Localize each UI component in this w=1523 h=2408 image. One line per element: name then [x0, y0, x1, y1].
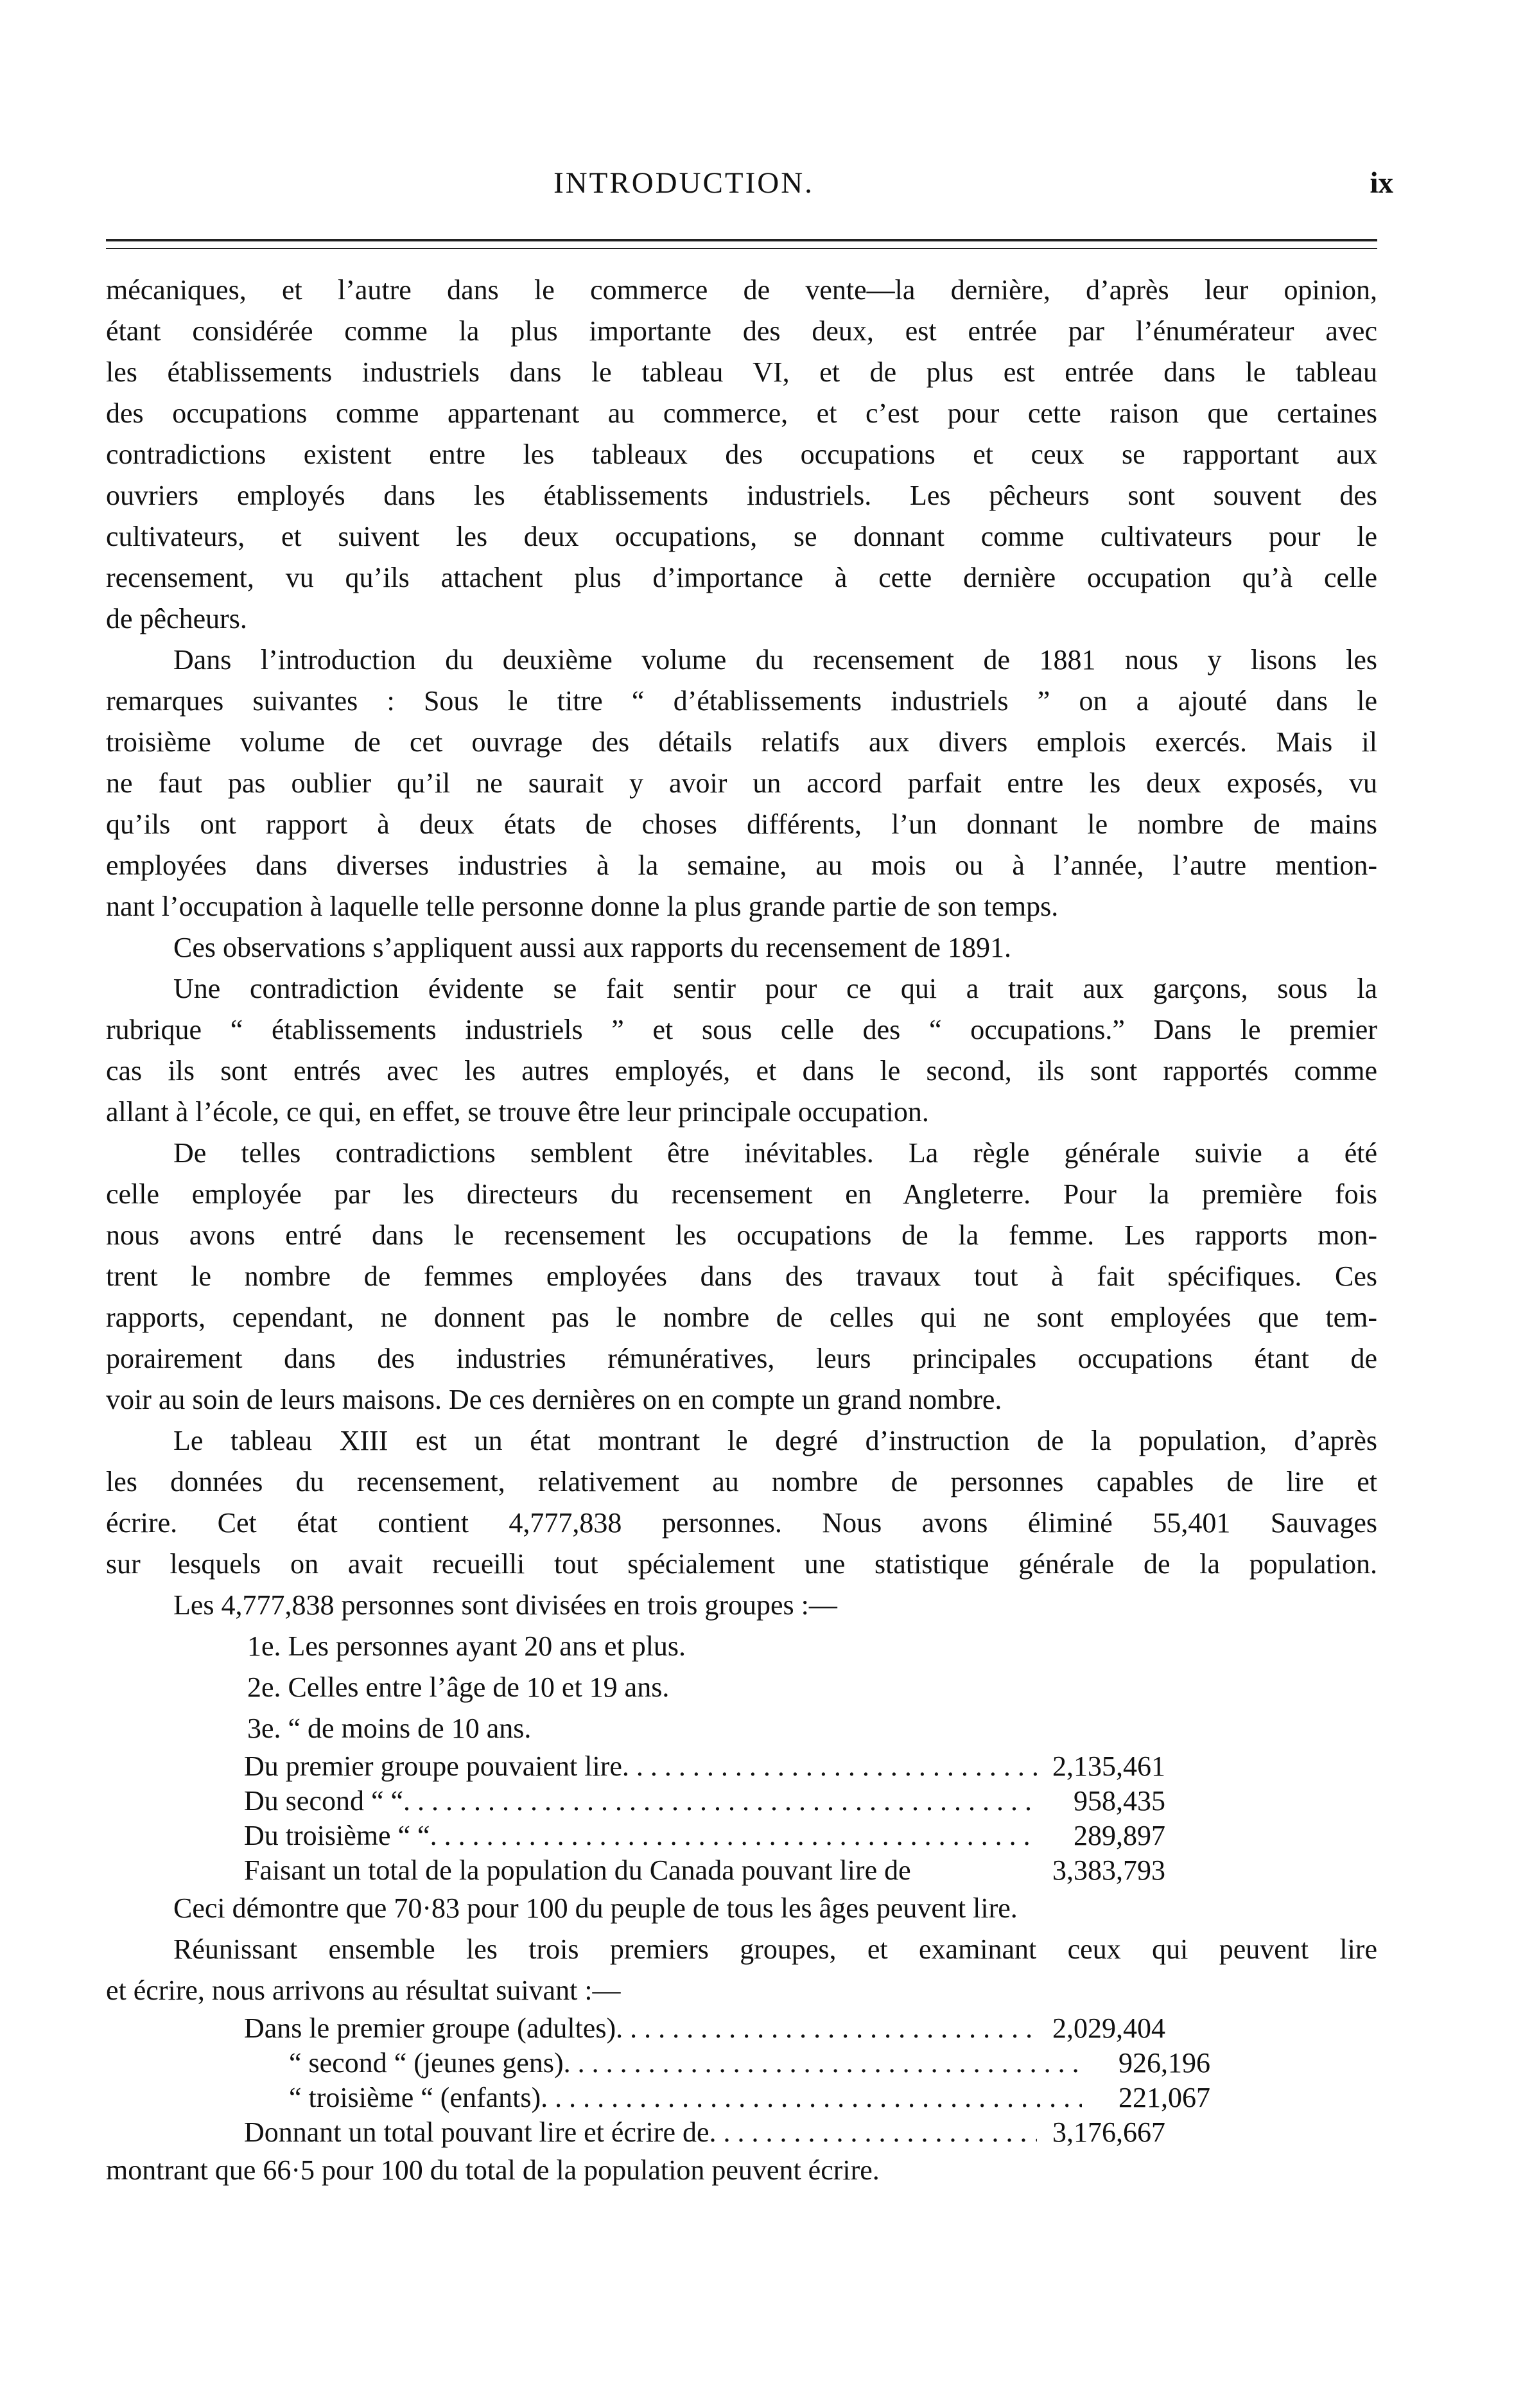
table-row [244, 1819, 1165, 1853]
text-line: allant à l’école, ce qui, en effet, se trouve être leur principale occupation. [106, 1096, 929, 1128]
table-row [244, 2081, 1210, 2115]
text-line: des occupations comme appartenant au commerce, et c’est pour cette raison que certaines [106, 397, 1377, 429]
text-line: Ceci démontre que 70·83 pour 100 du peuple de tous les âges peuvent lire. [173, 1892, 1018, 1924]
text-line: De telles contradictions semblent être inévitables. La règle générale suivie a été [173, 1137, 1377, 1169]
row-label: Du premier groupe pouvaient lire [244, 1750, 622, 1782]
text-line: montrant que 66·5 pour 100 du total de la population peuvent écrire. [106, 2154, 880, 2186]
running-title: INTRODUCTION. [553, 166, 814, 200]
page-header [109, 166, 1393, 211]
text-line: Ces observations s’appliquent aussi aux rapports du recensement de 1891. [173, 932, 1012, 963]
reading-table [106, 1749, 1377, 1888]
total-label: Donnant un total pouvant lire et écrire de [244, 2116, 709, 2148]
text-line: ne faut pas oublier qu’il ne saurait y avoir un accord parfait entre les deux exposés, vu [106, 767, 1377, 799]
text-line: nous avons entré dans le recensement les occupations de la femme. Les rapports mon- [106, 1219, 1377, 1251]
total-label: Faisant un total de la population du Canada pouvant lire de [244, 1854, 911, 1886]
text-line: employées dans diverses industries à la semaine, au mois ou à l’année, l’autre mention- [106, 850, 1377, 881]
text-line: remarques suivantes : Sous le titre “ d’établissements industriels ” on a ajouté dans le [106, 685, 1377, 717]
header-rule-thin [106, 248, 1377, 249]
text-line: porairement dans des industries rémunératives, leurs principales occupations étant de [106, 1343, 1377, 1374]
row-label: Dans le premier groupe (adultes) [244, 2012, 616, 2044]
row-label: Du troisième “ “ [244, 1820, 430, 1851]
text-line: Le tableau XIII est un état montrant le degré d’instruction de la population, d’après [173, 1425, 1377, 1456]
leader-dots [622, 1749, 1037, 1784]
text-line: rapports, cependant, ne donnent pas le nombre de celles qui ne sont employées que tem- [106, 1302, 1377, 1333]
text-line: Les 4,777,838 personnes sont divisées en trois groupes :— [173, 1589, 837, 1621]
table-row [244, 1784, 1165, 1819]
writing-table [106, 2011, 1377, 2150]
leader-dots [564, 2046, 1082, 2081]
leader-dots [541, 2081, 1082, 2115]
leader-dots [430, 1819, 1037, 1853]
total-value: 3,383,793 [1052, 1854, 1165, 1886]
text-line: cultivateurs, et suivent les deux occupations, se donnant comme cultivateurs pour le [106, 521, 1377, 552]
text-line: Une contradiction évidente se fait sentir pour ce qui a trait aux garçons, sous la [173, 973, 1377, 1004]
row-value: 2,029,404 [1052, 2012, 1165, 2044]
leader-dots [403, 1784, 1037, 1819]
row-label: “ second “ (jeunes gens) [289, 2047, 564, 2079]
leader-dots [709, 2115, 1037, 2150]
row-value: 958,435 [1074, 1785, 1165, 1817]
table-row [244, 2011, 1165, 2046]
leader-dots [616, 2011, 1037, 2046]
list-item: 3e. “ de moins de 10 ans. [247, 1713, 532, 1744]
list-item: 1e. Les personnes ayant 20 ans et plus. [247, 1630, 686, 1662]
text-line: étant considérée comme la plus importante des deux, est entrée par l’énumérateur avec [106, 315, 1377, 347]
text-line: sur lesquels on avait recueilli tout spécialement une statistique générale de la population. [106, 1548, 1377, 1580]
text-line: trent le nombre de femmes employées dans des travaux tout à fait spécifiques. Ces [106, 1261, 1377, 1292]
total-value: 3,176,667 [1052, 2116, 1165, 2148]
row-value: 289,897 [1074, 1820, 1165, 1851]
text-line: et écrire, nous arrivons au résultat suivant :— [106, 1975, 621, 2006]
text-line: voir au soin de leurs maisons. De ces dernières on en compte un grand nombre. [106, 1384, 1002, 1415]
text-line: recensement, vu qu’ils attachent plus d’importance à cette dernière occupation qu’à celle [106, 562, 1377, 593]
table-row [244, 1749, 1165, 1784]
table-row [244, 2046, 1210, 2081]
table-total-row [244, 1853, 1165, 1888]
text-line: qu’ils ont rapport à deux états de choses différents, l’un donnant le nombre de mains [106, 808, 1377, 840]
header-rule-thick [106, 239, 1377, 241]
text-line: écrire. Cet état contient 4,777,838 personnes. Nous avons éliminé 55,401 Sauvages [106, 1507, 1377, 1539]
row-label: “ troisième “ (enfants) [289, 2082, 541, 2113]
row-value: 221,067 [1118, 2082, 1210, 2113]
text-line: Réunissant ensemble les trois premiers groupes, et examinant ceux qui peuvent lire [173, 1933, 1377, 1965]
row-value: 2,135,461 [1052, 1750, 1165, 1782]
text-line: Dans l’introduction du deuxième volume du recensement de 1881 nous y lisons les [173, 644, 1377, 676]
text-line: nant l’occupation à laquelle telle personne donne la plus grande partie de son temps. [106, 891, 1059, 922]
text-line: de pêcheurs. [106, 603, 247, 634]
text-line: cas ils sont entrés avec les autres employés, et dans le second, ils sont rapportés comme [106, 1055, 1377, 1086]
row-value: 926,196 [1118, 2047, 1210, 2079]
text-line: troisième volume de cet ouvrage des détails relatifs aux divers emplois exercés. Mais il [106, 726, 1377, 758]
text-line: ouvriers employés dans les établissements industriels. Les pêcheurs sont souvent des [106, 480, 1377, 511]
text-line: les données du recensement, relativement au nombre de personnes capables de lire et [106, 1466, 1377, 1497]
body-text [106, 270, 1377, 2191]
text-line: contradictions existent entre les tableaux des occupations et ceux se rapportant aux [106, 439, 1377, 470]
row-label: Du second “ “ [244, 1785, 404, 1817]
page-number: ix [1370, 166, 1393, 200]
text-line: mécaniques, et l’autre dans le commerce de vente—la dernière, d’après leur opinion, [106, 274, 1377, 306]
text-line: celle employée par les directeurs du recensement en Angleterre. Pour la première fois [106, 1178, 1377, 1210]
list-item: 2e. Celles entre l’âge de 10 et 19 ans. [247, 1671, 670, 1703]
table-total-row [244, 2115, 1165, 2150]
text-line: rubrique “ établissements industriels ” et sous celle des “ occupations.” Dans le premier [106, 1014, 1377, 1045]
text-line: les établissements industriels dans le tableau VI, et de plus est entrée dans le tableau [106, 356, 1377, 388]
